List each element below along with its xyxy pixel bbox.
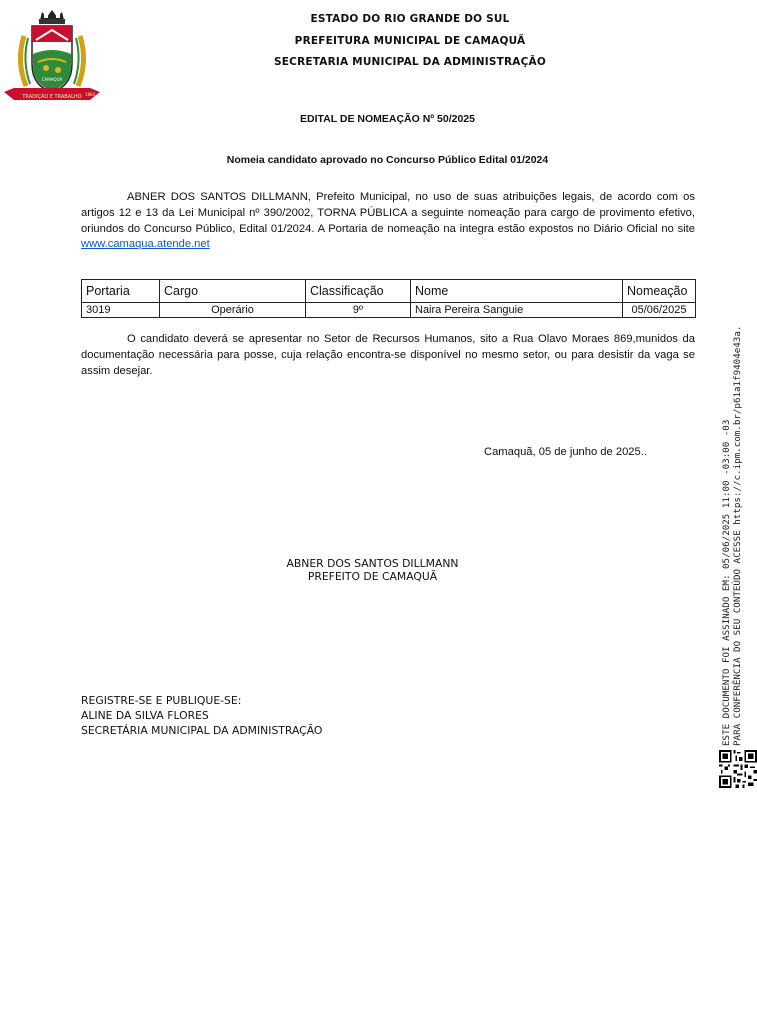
- th-portaria: Portaria: [82, 280, 160, 303]
- intro-text: ABNER DOS SANTOS DILLMANN, Prefeito Municipal, no uso de suas atribuições legais, de acordo com os artigos 12 e 13 da Lei Municipal nº 390/2002, TORNA PÚBLICA a seguinte nomeação para cargo de provimento efetivo, oriundos do Concurso Público, Edital 01/2024. A Portaria de nomeação na integra estão expostos no Diário Oficial no site: [81, 191, 695, 235]
- nomination-table: [81, 279, 696, 318]
- header-prefecture: PREFEITURA MUNICIPAL DE CAMAQUÃ: [294, 35, 526, 47]
- th-nome: Nome: [411, 280, 623, 303]
- register-heading: REGISTRE-SE E PUBLIQUE-SE:: [81, 694, 242, 707]
- table-row: [82, 303, 696, 318]
- diario-oficial-link[interactable]: www.camaqua.atende.net: [81, 238, 210, 251]
- register-name: ALINE DA SILVA FLORES: [81, 709, 209, 722]
- instructions-paragraph: [81, 332, 695, 379]
- cell-nome: Naira Pereira Sanguie: [411, 303, 623, 318]
- cell-classificacao: 9º: [306, 303, 411, 318]
- th-nomeacao: Nomeação: [623, 280, 696, 303]
- qr-code-icon[interactable]: [719, 750, 757, 788]
- th-cargo: Cargo: [160, 280, 306, 303]
- header-state: ESTADO DO RIO GRANDE DO SUL: [310, 13, 510, 25]
- th-classificacao: Classificação: [306, 280, 411, 303]
- instructions-text: O candidato deverá se apresentar no Setor de Recursos Humanos, sito a Rua Olavo Moraes 869,munidos da documentação necessária para posse, cuja relação encontra-se disponível no mesmo setor, ou para desistir da vaga se assim desejar.: [81, 333, 695, 377]
- cell-cargo: Operário: [160, 303, 306, 318]
- header-secretariat: SECRETARIA MUNICIPAL DA ADMINISTRAÇÃO: [274, 56, 546, 68]
- stamp-verify-line: PARA CONFERÊNCIA DO SEU CONTEÚDO ACESSE https://c.ipm.com.br/p61a1f9404e43a.: [732, 325, 743, 746]
- crest-shield-text: CAMAQUÃ: [41, 77, 63, 82]
- date-line: Camaquã, 05 de junho de 2025..: [484, 446, 647, 458]
- coat-of-arms-icon: [2, 6, 102, 104]
- cell-nomeacao: 05/06/2025: [623, 303, 696, 318]
- document-title: EDITAL DE NOMEAÇÃO Nº 50/2025: [300, 113, 475, 125]
- digital-signature-stamp: [721, 316, 743, 746]
- table-header-row: [82, 280, 696, 303]
- signature-name: ABNER DOS SANTOS DILLMANN: [286, 557, 459, 570]
- signature-role: PREFEITO DE CAMAQUÃ: [307, 570, 438, 583]
- document-subtitle: Nomeia candidato aprovado no Concurso Público Edital 01/2024: [226, 154, 549, 166]
- stamp-signed-line: ESTE DOCUMENTO FOI ASSINADO EM: 05/06/2025 11:00 -03:00 -03: [721, 419, 732, 746]
- register-role: SECRETÁRIA MUNICIPAL DA ADMINISTRAÇÃO: [81, 724, 323, 737]
- crest-motto: TRADIÇÃO E TRABALHO: [22, 94, 82, 100]
- crest-year: 1864: [84, 92, 96, 97]
- intro-paragraph: [81, 190, 695, 253]
- cell-portaria: 3019: [82, 303, 160, 318]
